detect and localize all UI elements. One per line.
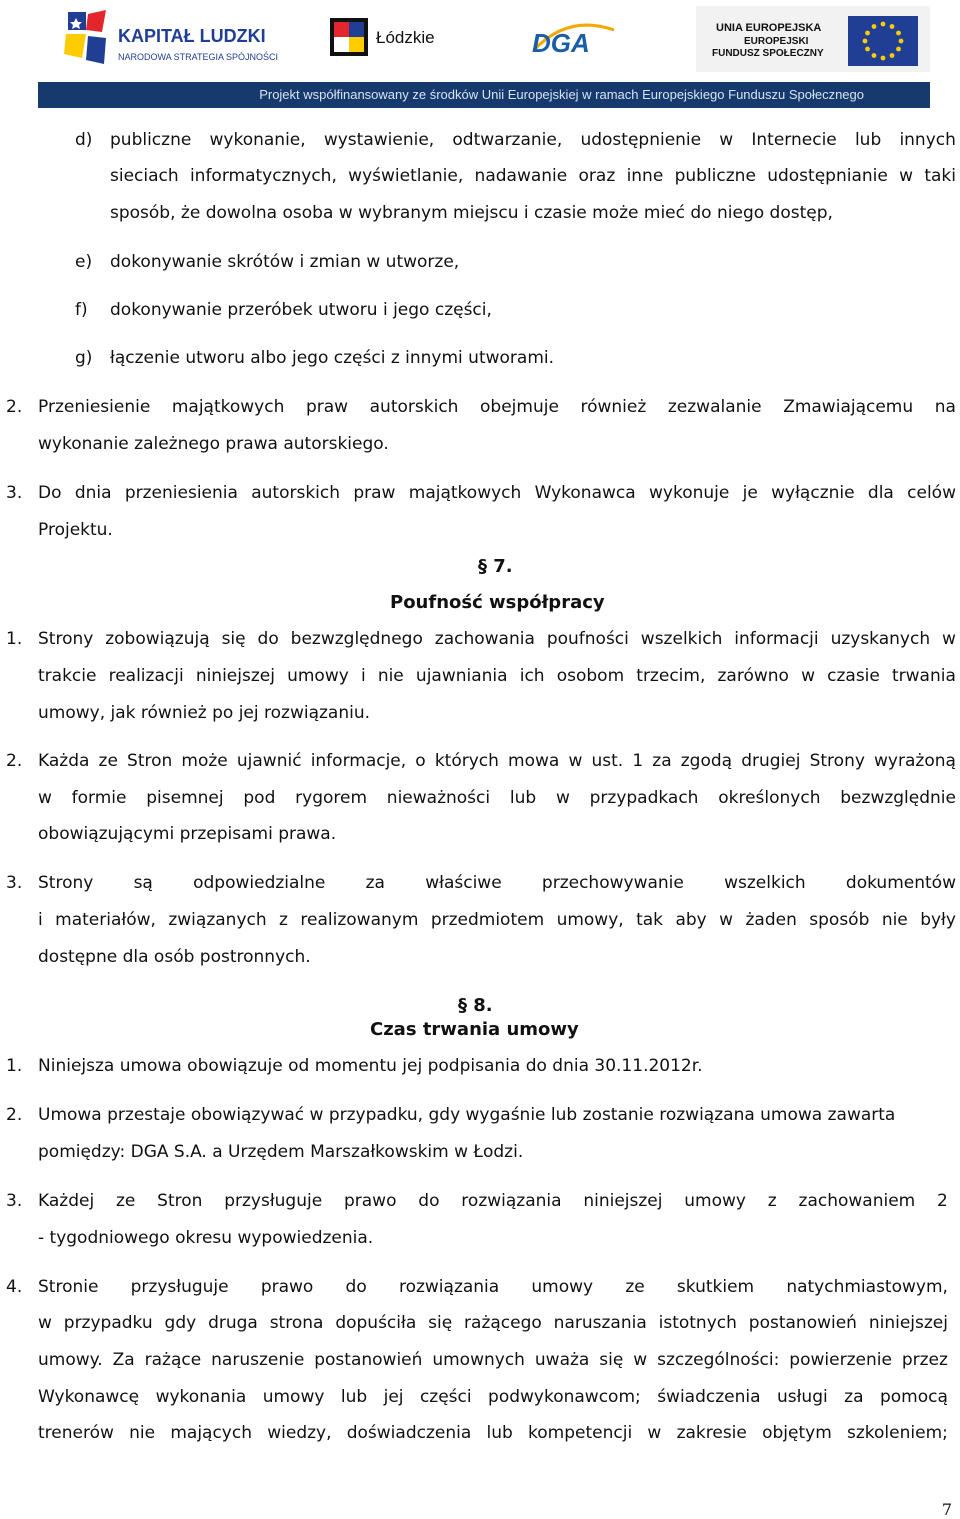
word: umownych — [432, 1350, 525, 1370]
word: je — [742, 483, 758, 503]
word: Strony — [809, 751, 865, 771]
word: niniejszej — [868, 1313, 948, 1333]
word: wiedzy, — [267, 1423, 332, 1443]
word: w — [719, 910, 734, 930]
word: lub — [854, 130, 882, 150]
word: za — [365, 873, 385, 893]
item-e-text: dokonywanie skrótów i zmian w utworze, — [110, 252, 460, 272]
word: w — [899, 166, 914, 186]
word: realizowanym — [300, 910, 419, 930]
word: ust. — [591, 751, 624, 771]
s8-number: § 8. — [458, 995, 493, 1016]
s6-p2-line-2: wykonanie zależnego prawa autorskiego. — [38, 434, 389, 454]
word: z — [767, 1191, 777, 1211]
word: postanowień — [748, 1313, 857, 1333]
s7-p3-line-3: dostępne dla osób postronnych. — [38, 947, 311, 967]
word: czasie — [827, 666, 880, 686]
page-header — [38, 0, 930, 108]
cofinancing-text: Projekt współfinansowany ze środków Unii Europejskiej w ramach Europejskiego Funduszu Społecznego — [259, 87, 864, 102]
word: do — [345, 1277, 367, 1297]
item-f-text: dokonywanie przeróbek utworu i jego części, — [110, 300, 492, 320]
word: rażącego — [464, 1313, 542, 1333]
s6-p2-line-1 — [38, 396, 956, 418]
word: trenerów — [38, 1423, 114, 1443]
word: istotnych — [658, 1313, 737, 1333]
word: żaden — [745, 910, 797, 930]
item-g-marker: g) — [75, 348, 93, 368]
word: w — [647, 1423, 662, 1443]
cofinancing-banner — [38, 82, 930, 108]
word: materiałów, — [55, 910, 156, 930]
word: za — [652, 751, 672, 771]
s8-p2-line-2: pomiędzy: DGA S.A. a Urzędem Marszałkowskim w Łodzi. — [38, 1142, 524, 1162]
word: właściwe — [425, 873, 502, 893]
s8-p4-line-1 — [38, 1276, 948, 1298]
word: rozwiązania — [461, 1191, 562, 1211]
word: dopuściła — [335, 1313, 417, 1333]
word: strona — [269, 1313, 324, 1333]
word: na — [934, 397, 956, 417]
word: przedmiotem — [430, 910, 545, 930]
s8-p4-number: 4. — [6, 1277, 23, 1297]
word: 2 — [937, 1191, 948, 1211]
word: jej — [383, 1387, 404, 1407]
word: skutkiem — [676, 1277, 755, 1297]
word: Każda — [38, 751, 90, 771]
word: i — [38, 910, 43, 930]
s6-p3-line-1 — [38, 482, 956, 504]
word: nie — [377, 666, 404, 686]
word: prawo — [260, 1277, 314, 1297]
word: w — [633, 1350, 648, 1370]
word: Strony — [38, 629, 94, 649]
s8-p2-number: 2. — [6, 1105, 23, 1125]
word: odpowiedzialne — [193, 873, 326, 893]
item-d-marker: d) — [75, 130, 93, 150]
word: przez — [901, 1350, 948, 1370]
word: w — [38, 1313, 52, 1333]
word: w — [568, 751, 583, 771]
word: przysługuje — [224, 1191, 323, 1211]
word: druga — [208, 1313, 258, 1333]
s7-p1-line-2 — [38, 665, 956, 687]
word: doświadczenia — [346, 1423, 472, 1443]
word: mowa — [508, 751, 560, 771]
word: nieważności — [386, 788, 491, 808]
word: nie — [129, 1423, 156, 1443]
word: określonych — [718, 788, 821, 808]
s7-p2-line-2 — [38, 787, 956, 809]
item-d-line-2 — [110, 165, 956, 187]
word: inne — [626, 166, 664, 186]
word: taki — [924, 166, 956, 186]
word: lub — [340, 1387, 368, 1407]
s7-p3-number: 3. — [6, 873, 23, 893]
word: oraz — [578, 166, 616, 186]
word: przypadkach — [589, 788, 699, 808]
kapital-ludzki-emblem-icon — [62, 8, 110, 70]
eu-line1: UNIA EUROPEJSKA — [716, 22, 822, 34]
word: Stron — [157, 1191, 203, 1211]
word: rażące — [144, 1350, 202, 1370]
word: osobom — [556, 666, 625, 686]
word: umowy. — [38, 1350, 103, 1370]
word: praw — [353, 483, 396, 503]
s8-p1-number: 1. — [6, 1056, 23, 1076]
s7-number: § 7. — [478, 556, 513, 577]
lodzkie-emblem-icon — [330, 18, 368, 56]
word: autorskich — [251, 483, 341, 503]
word: może — [181, 751, 228, 771]
word: do — [257, 629, 279, 649]
word: gdy — [164, 1313, 197, 1333]
word: wyświetlanie, — [348, 166, 464, 186]
s7-p1-number: 1. — [6, 629, 23, 649]
word: trwania — [892, 666, 956, 686]
s8-p4-line-3 — [38, 1349, 948, 1371]
s7-p3-line-1 — [38, 872, 956, 894]
dga-label: DGA — [532, 28, 590, 58]
lodzkie-logo — [330, 18, 470, 60]
word: świadczenia — [657, 1387, 761, 1407]
word: bezwzględnie — [840, 788, 956, 808]
word: i — [360, 666, 366, 686]
s7-p3-line-2 — [38, 909, 956, 931]
word: Stronie — [38, 1277, 99, 1297]
s8-p3-line-1 — [38, 1190, 948, 1212]
word: zgodą — [680, 751, 733, 771]
word: również — [580, 397, 647, 417]
kapital-ludzki-title: KAPITAŁ LUDZKI — [118, 26, 266, 46]
word: sieciach — [110, 166, 179, 186]
word: których — [434, 751, 499, 771]
word: przechowywanie — [541, 873, 684, 893]
word: publiczne — [110, 130, 192, 150]
word: powierzenie — [789, 1350, 892, 1370]
word: Do — [38, 483, 62, 503]
word: ze — [98, 751, 118, 771]
word: informacji — [734, 629, 819, 649]
eu-logo — [696, 6, 930, 72]
word: informacje, — [310, 751, 407, 771]
word: umowy — [287, 666, 349, 686]
word: zachowania — [434, 629, 535, 649]
word: ich — [519, 666, 545, 686]
word: Każdej — [38, 1191, 95, 1211]
s6-p3-line-2: Projektu. — [38, 520, 113, 540]
word: umowy — [684, 1191, 746, 1211]
word: lub — [486, 1423, 513, 1443]
word: trakcie — [38, 666, 97, 686]
s6-p3-number: 3. — [6, 483, 23, 503]
word: niniejszej — [195, 666, 275, 686]
word: publiczne — [674, 166, 756, 186]
s8-p1-line-1: Niniejsza umowa obowiązuje od momentu jej podpisania do dnia 30.11.2012r. — [38, 1056, 703, 1076]
word: były — [920, 910, 956, 930]
word: dokumentów — [845, 873, 956, 893]
word: kompetencji — [528, 1423, 633, 1443]
word: o — [415, 751, 426, 771]
item-d-line-1 — [110, 129, 956, 151]
item-f-marker: f) — [75, 300, 88, 320]
word: szkoleniem; — [847, 1423, 948, 1443]
word: umowy — [262, 1387, 325, 1407]
s7-p2-number: 2. — [6, 751, 23, 771]
word: się — [599, 1350, 624, 1370]
word: ujawniania — [415, 666, 508, 686]
word: naruszenie — [211, 1350, 305, 1370]
word: rozwiązania — [398, 1277, 500, 1297]
word: ujawnić — [236, 751, 302, 771]
word: informatycznych, — [189, 166, 337, 186]
word: obejmuje — [480, 397, 559, 417]
word: natychmiastowym, — [786, 1277, 948, 1297]
s8-p4-line-2 — [38, 1312, 948, 1334]
word: realizacji — [108, 666, 184, 686]
word: Za — [112, 1350, 135, 1370]
word: w — [719, 130, 734, 150]
page-number: 7 — [941, 1500, 952, 1519]
word: drugiej — [741, 751, 801, 771]
word: podwykonawcom; — [488, 1387, 641, 1407]
item-e-marker: e) — [75, 252, 93, 272]
word: uzyskanych — [830, 629, 931, 649]
word: umowy, — [556, 910, 624, 930]
s6-p2-number: 2. — [6, 397, 23, 417]
word: wykonanie, — [209, 130, 306, 150]
word: trzecim, — [636, 666, 706, 686]
word: ze — [625, 1277, 645, 1297]
word: w — [942, 629, 956, 649]
word: objętym — [762, 1423, 832, 1443]
word: naruszania — [553, 1313, 647, 1333]
word: wyrażoną — [874, 751, 956, 771]
word: pod — [243, 788, 276, 808]
s7-p1-line-3: umowy, jak również po jej rozwiązaniu. — [38, 703, 371, 723]
word: wszelkich — [724, 873, 806, 893]
word: postanowień — [314, 1350, 423, 1370]
word: są — [133, 873, 153, 893]
word: niniejszej — [583, 1191, 663, 1211]
word: rygorem — [295, 788, 368, 808]
word: zakresie — [676, 1423, 747, 1443]
item-g-text: łączenie utworu albo jego części z innymi utworami. — [110, 348, 555, 368]
s8-p4-line-5 — [38, 1422, 948, 1444]
eu-line2: EUROPEJSKI — [744, 36, 809, 47]
word: szczególności: — [657, 1350, 780, 1370]
word: przeniesienia — [124, 483, 238, 503]
word: nadawanie — [474, 166, 568, 186]
word: w — [38, 788, 52, 808]
word: wykonuje — [648, 483, 730, 503]
word: wyłącznie — [771, 483, 855, 503]
word: formie — [71, 788, 127, 808]
word: usługi — [776, 1387, 828, 1407]
word: Strony — [38, 873, 94, 893]
word: zobowiązują — [105, 629, 210, 649]
word: uważa — [534, 1350, 590, 1370]
item-d-line-3: sposób, że dowolna osoba w wybranym miejscu i czasie może mieć do niego dostęp, — [110, 203, 833, 223]
word: bezwzględnego — [290, 629, 423, 649]
word: Stron — [127, 751, 173, 771]
dga-logo — [528, 20, 618, 60]
logo-strip — [38, 0, 930, 76]
word: umowy — [531, 1277, 594, 1297]
word: celów — [907, 483, 956, 503]
word: się — [428, 1313, 453, 1333]
word: majątkowych — [408, 483, 522, 503]
s8-p3-line-2: - tygodniowego okresu wypowiedzenia. — [38, 1228, 374, 1248]
word: udostępnianie — [767, 166, 888, 186]
word: odtwarzanie, — [452, 130, 563, 150]
word: 1 — [632, 751, 644, 771]
word: Zmawiającemu — [783, 397, 914, 417]
s7-title: Poufność współpracy — [390, 592, 605, 613]
s8-p4-line-4 — [38, 1386, 948, 1408]
word: w — [801, 666, 815, 686]
word: poufności — [546, 629, 629, 649]
word: prawo — [343, 1191, 397, 1211]
s7-p2-line-3: obowiązującymi przepisami prawa. — [38, 824, 337, 844]
word: majątkowych — [171, 397, 285, 417]
s8-title: Czas trwania umowy — [370, 1019, 579, 1040]
word: praw — [305, 397, 349, 417]
word: nie — [881, 910, 908, 930]
word: mających — [170, 1423, 252, 1443]
word: Wykonawca — [534, 483, 636, 503]
word: się — [221, 629, 246, 649]
eu-flag-icon — [848, 16, 918, 66]
word: autorskich — [369, 397, 459, 417]
word: wykonania — [155, 1387, 247, 1407]
word: pomocą — [879, 1387, 948, 1407]
eu-line3: FUNDUSZ SPOŁECZNY — [712, 48, 824, 59]
word: pisemnej — [146, 788, 224, 808]
word: związanych — [168, 910, 267, 930]
word: z — [279, 910, 288, 930]
word: aby — [675, 910, 707, 930]
word: lub — [509, 788, 537, 808]
word: udostępnienie — [580, 130, 702, 150]
word: wystawienie, — [323, 130, 435, 150]
word: zarówno — [717, 666, 789, 686]
word: dnia — [74, 483, 112, 503]
s8-p3-number: 3. — [6, 1191, 23, 1211]
word: Internecie — [751, 130, 837, 150]
word: tak — [636, 910, 664, 930]
kapital-ludzki-logo — [62, 8, 292, 70]
word: dla — [867, 483, 894, 503]
s8-p2-line-1: Umowa przestaje obowiązywać w przypadku, gdy wygaśnie lub zostanie rozwiązana umowa zawarta — [38, 1105, 896, 1125]
kapital-ludzki-subtitle: NARODOWA STRATEGIA SPÓJNOŚCI — [118, 52, 279, 62]
word: Przeniesienie — [38, 397, 151, 417]
lodzkie-label: Łódzkie — [376, 28, 435, 47]
word: sposób — [809, 910, 870, 930]
word: wszelkich — [640, 629, 723, 649]
word: zezwalanie — [667, 397, 762, 417]
word: przysługuje — [130, 1277, 229, 1297]
word: do — [418, 1191, 440, 1211]
word: ze — [115, 1191, 136, 1211]
word: w — [555, 788, 570, 808]
word: za — [844, 1387, 864, 1407]
word: Wykonawcę — [38, 1387, 140, 1407]
s7-p1-line-1 — [38, 628, 956, 650]
word: zachowaniem — [798, 1191, 916, 1211]
word: innych — [899, 130, 956, 150]
s7-p2-line-1 — [38, 750, 956, 772]
word: części — [419, 1387, 472, 1407]
word: przypadku — [63, 1313, 153, 1333]
